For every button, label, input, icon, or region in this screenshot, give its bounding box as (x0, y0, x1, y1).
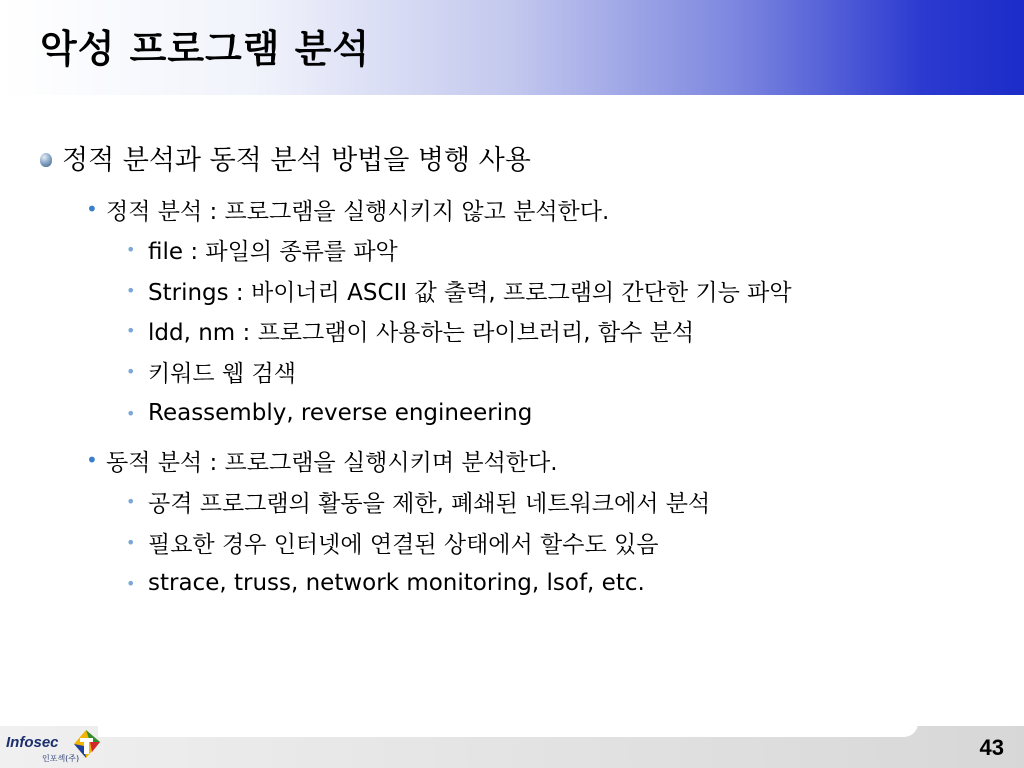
list-item-text: strace, truss, network monitoring, lsof, etc. (148, 570, 645, 596)
list-item (126, 566, 645, 600)
list-item (126, 313, 694, 347)
dot-bullet-icon: • (86, 448, 98, 472)
small-dot-bullet-icon: • (126, 361, 136, 381)
static-analysis-heading (86, 192, 609, 226)
main-point (40, 138, 531, 176)
small-dot-bullet-icon: • (126, 320, 136, 340)
dot-bullet-icon: • (86, 197, 98, 221)
list-item (126, 484, 710, 518)
infosec-logo (6, 728, 106, 766)
list-item (126, 354, 296, 388)
static-analysis-heading-text: 정적 분석 : 프로그램을 실행시키지 않고 분석한다. (106, 198, 610, 225)
list-item-text: ldd, nm : 프로그램이 사용하는 라이브러리, 함수 분석 (148, 319, 695, 346)
list-item (126, 525, 658, 559)
slide-title: 악성 프로그램 분석 (40, 27, 371, 71)
list-item-text: 키워드 웹 검색 (148, 360, 296, 387)
list-item (126, 396, 532, 430)
small-dot-bullet-icon: • (126, 239, 136, 259)
main-point-text: 정적 분석과 동적 분석 방법을 병행 사용 (62, 144, 531, 176)
small-dot-bullet-icon: • (126, 403, 136, 423)
small-dot-bullet-icon: • (126, 491, 136, 511)
list-item (126, 273, 792, 307)
small-dot-bullet-icon: • (126, 573, 136, 593)
list-item-text: file : 파일의 종류를 파악 (148, 238, 398, 265)
list-item-text: Strings : 바이너리 ASCII 값 출력, 프로그램의 간단한 기능 파악 (148, 279, 792, 306)
dynamic-analysis-heading (86, 443, 558, 477)
dynamic-analysis-heading-text: 동적 분석 : 프로그램을 실행시키며 분석한다. (106, 449, 558, 476)
list-item-text: 필요한 경우 인터넷에 연결된 상태에서 할수도 있음 (148, 531, 659, 558)
small-dot-bullet-icon: • (126, 280, 136, 300)
small-dot-bullet-icon: • (126, 532, 136, 552)
list-item (126, 232, 398, 266)
list-item-text: 공격 프로그램의 활동을 제한, 폐쇄된 네트워크에서 분석 (148, 490, 711, 517)
infosec-logo-mark-icon (72, 728, 104, 764)
logo-text: Infosec (6, 734, 59, 751)
sphere-bullet-icon (40, 153, 52, 167)
list-item-text: Reassembly, reverse engineering (148, 400, 533, 426)
logo-subtext: 인포섹(주) (42, 754, 80, 763)
page-number: 43 (979, 735, 1004, 760)
footer-divider (98, 719, 918, 737)
